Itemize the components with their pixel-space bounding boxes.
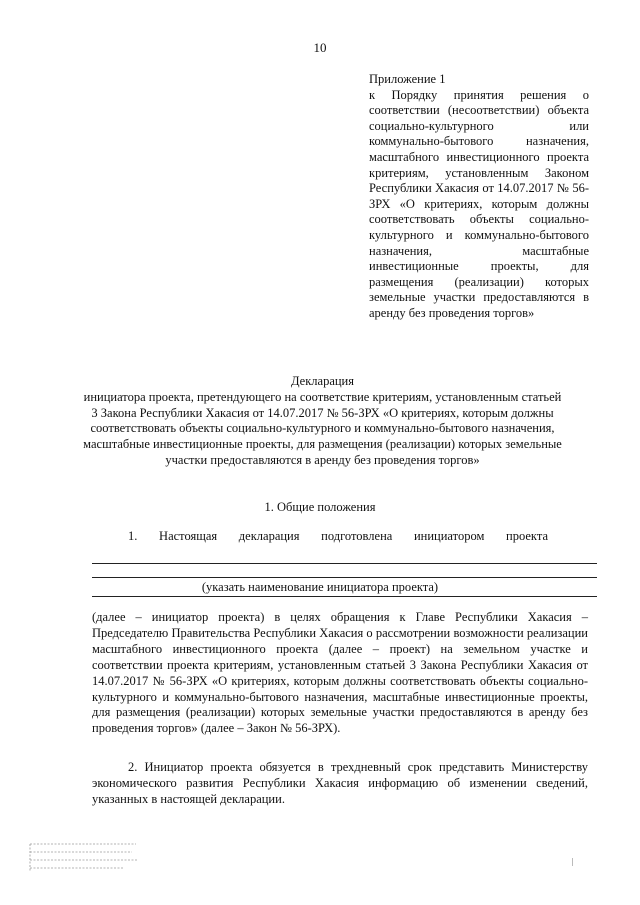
declaration-title: Декларация [290,374,354,388]
appendix-body: к Порядку принятия решения о соответствии (несоответствии) объекта социально-культурного или коммунально-бытового назначения, масштабного инвестиционного проекта критериям, установленным Законом Республики Хакасия от 14.07.2017 № 56-ЗРХ «О критериях, которым должны соответствовать объекты социально-культурного и коммунально-бытового назначения, масштабные инвестиционные проекты, для размещения (реализации) которых земельные участки предоставляются в аренду без проведения торгов» [369,87,589,320]
scan-mark [572,858,573,866]
declaration-subtitle: инициатора проекта, претендующего на соответствие критериям, установленным статьей 3 Закона Республики Хакасия от 14.07.2017 № 56-ЗРХ «О критериях, которым должны соответствовать объекты социально-культурного и коммунально-бытового назначения, масштабные инвестиционные проекты, для размещения (реализации) которых земельные участки предоставляются в аренду без проведения торгов» [83,389,562,467]
fill-in-line [92,577,597,578]
item-1-lead: 1. Настоящая декларация подготовлена инициатором проекта [128,529,548,543]
item-1-body: (далее – инициатор проекта) в целях обращения к Главе Республики Хакасия – Председателю Правительства Республики Хакасия о рассмотрении возможности реализации масштабного инвестиционного проекта (далее – проект) на земельном участке и соответствии проекта критериям, установленным статьей 3 Закона Республики Хакасия от 14.07.2017 № 56-ЗРХ «О критериях, которым должны соответствовать объекты социально-культурного и коммунально-бытового назначения, масштабные инвестиционные проекты, для размещения (реализации) которых земельные участки предоставляются в аренду без проведения торгов» (далее – Закон № 56-ЗРХ). [92,610,588,736]
fill-in-line [92,596,597,597]
page-number: 10 [313,40,327,55]
initiator-name-hint: (указать наименование инициатора проекта) [201,580,439,594]
appendix-heading: Приложение 1 [369,72,446,86]
section-title: 1. Общие положения [264,500,376,514]
fill-in-line [92,563,597,564]
declaration-title-block [80,374,565,469]
registration-stamp [28,840,140,876]
item-2: 2. Инициатор проекта обязуется в трехдневный срок представить Министерству экономического развития Республики Хакасия информацию об изменении сведений, указанных в настоящей декларации. [92,760,588,806]
appendix-block [369,72,589,322]
